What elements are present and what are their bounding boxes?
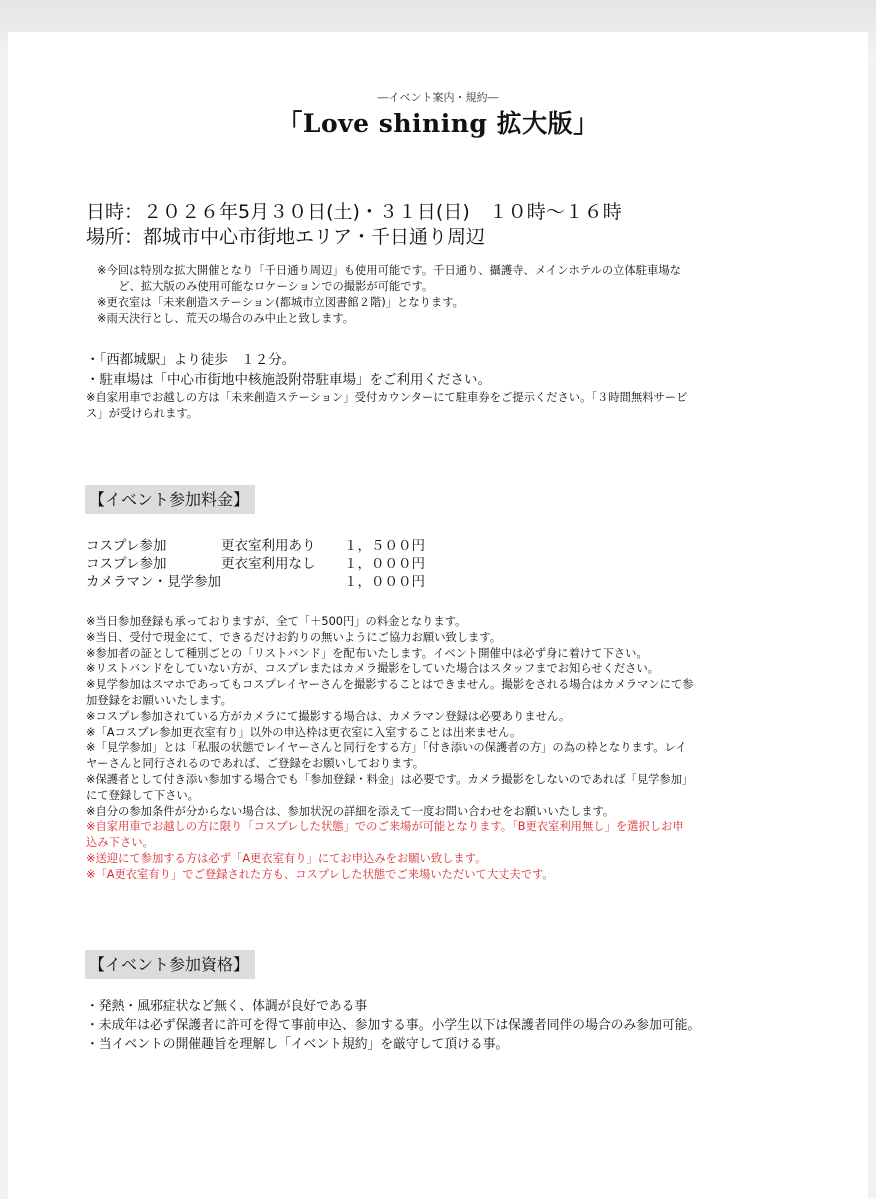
- fee-warning-line: ※「A更衣室有り」でご登録された方も、コスプレした状態でご来場いただいて大丈夫です。: [86, 867, 554, 881]
- parking-note-line: ス」が受けられます。: [86, 407, 199, 420]
- fee-note-line: ※リストバンドをしていない方が、コスプレまたはカメラ撮影をしていた場合はスタッフまでお知らせください。: [86, 662, 660, 676]
- venue-note-line: ※今回は特別な拡大開催となり「千日通り周辺」も使用可能です。千日通り、攝護寺、メインホテルの立体駐車場な: [97, 264, 681, 277]
- fee-type: コスプレ参加: [86, 538, 167, 554]
- fee-warning-line: 込み下さい。: [86, 836, 154, 850]
- venue-notes: [97, 263, 681, 327]
- fee-note-line: ※保護者として付き添い参加する場合でも「参加登録・料金」は必要です。カメラ撮影をしないのであれば「見学参加」: [86, 772, 694, 786]
- parking-note: [86, 390, 687, 422]
- fee-row: [86, 555, 446, 573]
- fee-note-line: 加登録をお願いいたします。: [86, 693, 232, 707]
- fee-note-line: ※参加者の証として種別ごとの「リストバンド」を配布いたします。イベント開催中は必ず身に着けて下さい。: [86, 646, 648, 660]
- access-item: ・駐車場は「中心市街地中核施設附帯駐車場」をご利用ください。: [86, 372, 491, 388]
- fee-note-line: ※「見学参加」とは「私服の状態でレイヤーさんと同行をする方」「付き添いの保護者の方」の為の枠となります。レイ: [86, 741, 687, 755]
- qualification-item: ・発熱・風邪症状など無く、体調が良好である事: [86, 999, 368, 1014]
- fee-type: カメラマン・見学参加: [86, 574, 221, 590]
- access-item: ・「西都城駅」より徒歩 １２分。: [86, 352, 296, 368]
- fee-note-line: ※「Aコスプレ参加更衣室有り」以外の申込枠は更衣室に入室することは出来ません。: [86, 725, 522, 739]
- fee-price: １，０００円: [344, 556, 425, 572]
- fees-heading: 【イベント参加料金】: [85, 485, 255, 514]
- fee-note-line: ※当日、受付で現金にて、できるだけお釣りの無いようにご協力お願い致します。: [86, 630, 502, 644]
- fee-note-line: ※自分の参加条件が分からない場合は、参加状況の詳細を添えて一度お問い合わせをお願いいたします。: [86, 804, 615, 818]
- fee-note-line: にて登録して下さい。: [86, 788, 199, 802]
- event-datetime: 日時：２０２６年5月３０日(土)・３１日(日) １０時～１６時: [86, 201, 622, 223]
- fee-type: コスプレ参加: [86, 556, 167, 572]
- fee-note-line: ヤーさんと同行されるのであれば、ご登録をお願いしております。: [86, 757, 425, 771]
- venue-note-line: ど、拡大版のみ使用可能なロケーションでの撮影が可能です。: [107, 280, 434, 293]
- fee-price: １，５００円: [344, 538, 425, 554]
- fee-option: 更衣室利用あり: [221, 538, 316, 554]
- fee-option: 更衣室利用なし: [221, 556, 316, 572]
- document-subtitle: ―イベント案内・規約―: [377, 91, 499, 104]
- fee-row: [86, 537, 446, 555]
- qualifications-list: [86, 997, 700, 1054]
- fee-table: [86, 537, 446, 591]
- fee-warning-line: ※自家用車でお越しの方に限り「コスプレした状態」でのご来場が可能となります。「B更衣室利用無し」を選択しお申: [86, 820, 684, 834]
- fee-note-line: ※見学参加はスマホであってもコスプレイヤーさんを撮影することはできません。撮影をされる場合はカメラマンにて参: [86, 678, 694, 692]
- qualification-item: ・未成年は必ず保護者に許可を得て事前申込、参加する事。小学生以下は保護者同伴の場合のみ参加可能。: [86, 1018, 701, 1033]
- fee-note-line: ※当日参加登録も承っておりますが、全て「＋500円」の料金となります。: [86, 615, 467, 628]
- venue-note-line: ※更衣室は「未来創造ステーション(都城市立図書館２階)」となります。: [97, 296, 464, 309]
- parking-note-line: ※自家用車でお越しの方は「未来創造ステーション」受付カウンターにて駐車券をご提示ください。「３時間無料サービ: [86, 391, 688, 404]
- document-title: 「Love shining 拡大版」: [277, 109, 599, 138]
- venue-note-line: ※雨天決行とし、荒天の場合のみ中止と致します。: [97, 312, 355, 325]
- fee-warning-line: ※送迎にて参加する方は必ず「A更衣室有り」にてお申込みをお願い致します。: [86, 851, 487, 865]
- qualifications-heading: 【イベント参加資格】: [85, 950, 255, 979]
- fee-notes: [86, 614, 694, 883]
- fee-note-line: ※コスプレ参加されている方がカメラにて撮影する場合は、カメラマン登録は必要ありません。: [86, 709, 571, 723]
- fee-row: [86, 573, 446, 591]
- qualification-item: ・当イベントの開催趣旨を理解し「イベント規約」を厳守して頂ける事。: [86, 1037, 509, 1052]
- fee-price: １，０００円: [344, 574, 425, 590]
- access-list: [86, 350, 491, 390]
- event-place: 場所：都城市中心市街地エリア・千日通り周辺: [86, 226, 486, 248]
